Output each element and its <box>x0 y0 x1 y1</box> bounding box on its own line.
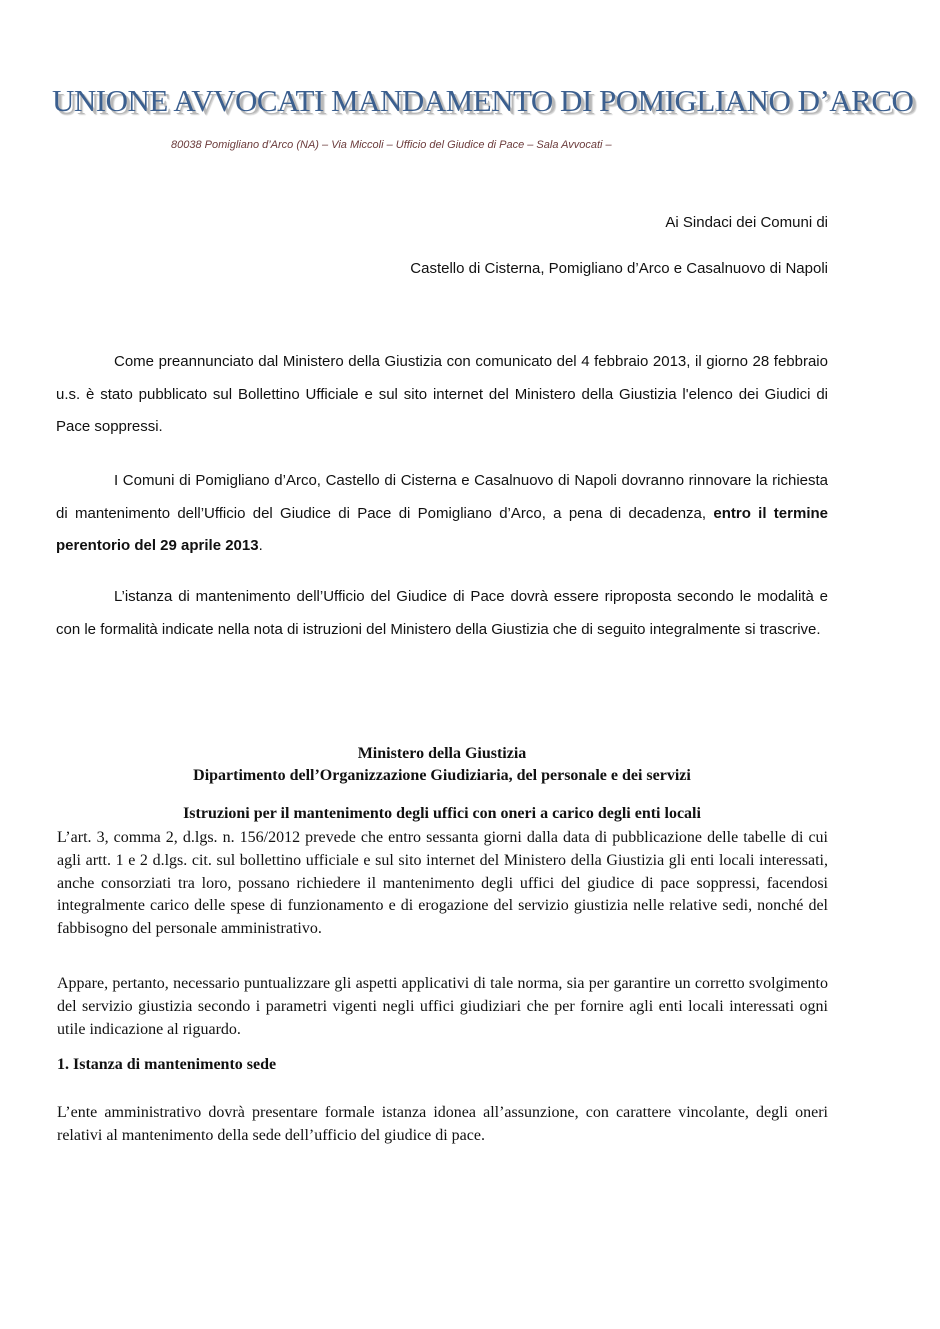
recipient-line-2: Castello di Cisterna, Pomigliano d’Arco e Casalnuovo di Napoli <box>410 260 828 277</box>
deadline-emphasis: entro il termine perentorio del 29 aprile 2013 <box>56 504 828 554</box>
letterhead-address: 80038 Pomigliano d’Arco (NA) – Via Miccoli – Ufficio del Giudice di Pace – Sala Avvocati – <box>171 139 612 151</box>
letter-paragraph-2 <box>56 465 828 563</box>
recipient-line-1: Ai Sindaci dei Comuni di <box>665 214 828 231</box>
note-paragraph-2: Appare, pertanto, necessario puntualizzare gli aspetti applicativi di tale norma, sia per garantire un corretto svolgimento del servizio giustizia secondo i parametri vigenti negli uffici giudiziari che per fornire agli enti locali interessati ogni utile indicazione al riguardo. <box>57 975 828 1038</box>
letter-paragraph-2-end: . <box>258 537 263 554</box>
letter-paragraph-2-text: I Comuni di Pomigliano d’Arco, Castello di Cisterna e Casalnuovo di Napoli dovranno rinnovare la richiesta di mantenimento dell’Ufficio del Giudice di Pace di Pomigliano d’Arco, a pena di decadenza, <box>56 472 828 522</box>
section-1-title: 1. Istanza di mantenimento sede <box>57 1056 277 1073</box>
note-paragraph-1: L’art. 3, comma 2, d.lgs. n. 156/2012 prevede che entro sessanta giorni dalla data di pubblicazione delle tabelle di cui agli artt. 1 e 2 d.lgs. cit. sul bollettino ufficiale e sul sito internet del Ministero della Giustizia gli enti locali interessati, anche consorziati tra loro, possano richiedere il mantenimento degli uffici del giudice di pace soppressi, facendosi integralmente carico delle spese di funzionamento e di erogazione del servizio giustizia nelle relative sedi, nonché del fabbisogno del personale amministrativo. <box>57 829 828 938</box>
ministry-heading: Ministero della Giustizia <box>357 745 527 762</box>
section-1-paragraph: L’ente amministrativo dovrà presentare formale istanza idonea all’assunzione, con carattere vincolante, degli oneri relativi al mantenimento della sede dell’ufficio del giudice di pace. <box>57 1104 828 1144</box>
department-heading: Dipartimento dell’Organizzazione Giudiziaria, del personale e dei servizi <box>193 767 691 784</box>
letter-paragraph-3 <box>56 581 828 646</box>
letter-paragraph-3-text: L’istanza di mantenimento dell’Ufficio del Giudice di Pace dovrà essere riproposta secondo le modalità e con le formalità indicate nella nota di istruzioni del Ministero della Giustizia che di seguito integralmente si trascrive. <box>56 588 828 638</box>
letter-paragraph-1-text: Come preannunciato dal Ministero della Giustizia con comunicato del 4 febbraio 2013, il giorno 28 febbraio u.s. è stato pubblicato sul Bollettino Ufficiale e sul sito internet del Ministero della Giustizia l'elenco dei Giudici di Pace soppressi. <box>56 353 828 435</box>
letterhead-title: UNIONE AVVOCATI MANDAMENTO DI POMIGLIANO D’ARCO <box>52 83 914 118</box>
letterhead <box>52 76 914 132</box>
letter-paragraph-1 <box>56 346 828 444</box>
instructions-heading: Istruzioni per il mantenimento degli uffici con oneri a carico degli enti locali <box>183 805 701 822</box>
